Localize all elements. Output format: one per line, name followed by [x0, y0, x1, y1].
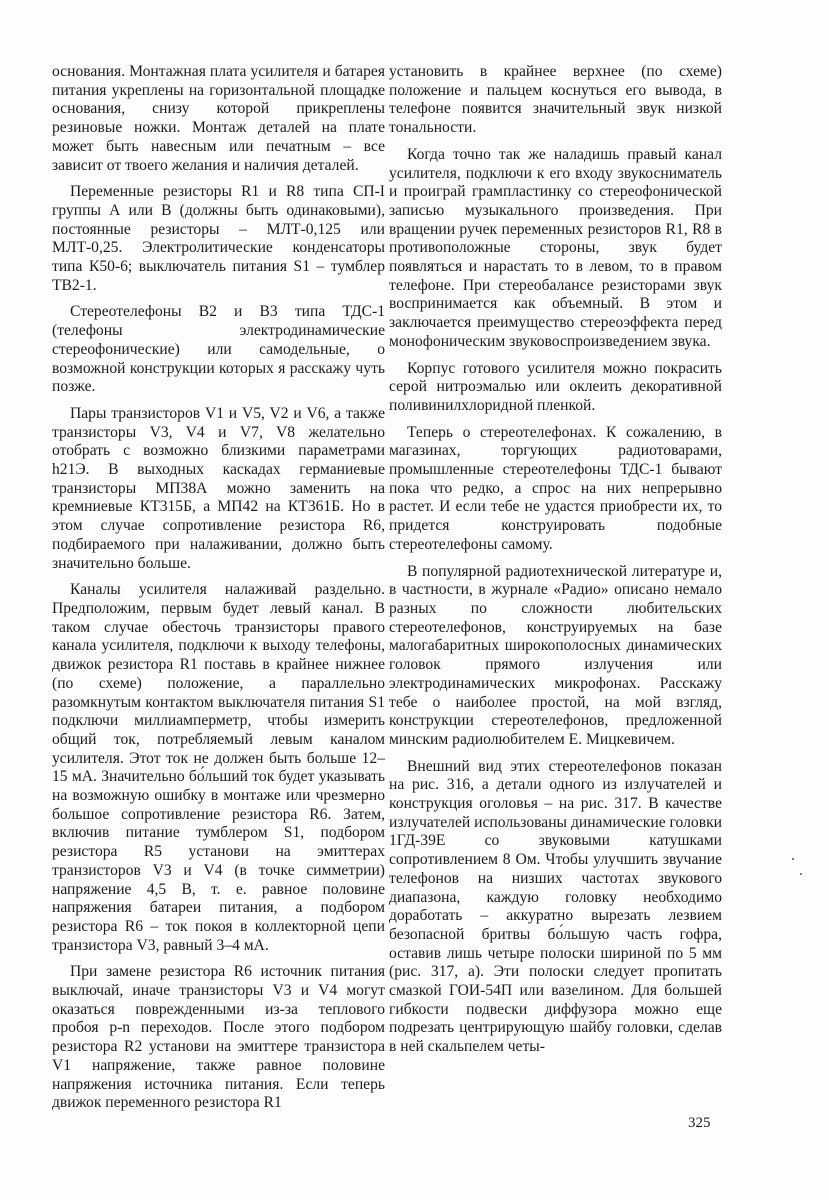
paragraph: Теперь о стереотелефонах. К сожалению, в магазинах, торгующих радиотоварами, промышленные стереотелефоны ТДС-1 бывают пока что редко, а спрос на них непрерывно растет. И если тебе не удастся приобрести их, то придется конструировать подобные стереотелефоны самому.: [389, 423, 722, 553]
page-number: 325: [688, 1115, 711, 1131]
paragraph: Стереотелефоны В2 и В3 типа ТДС-1 (телефоны электродинамические стереофонические) или самодельные, о возможной конструкции которых я расскажу чуть позже.: [52, 303, 385, 396]
paragraph: Корпус готового усилителя можно покрасить серой нитроэмалью или оклеить декоративной поливинилхлоридной пленкой.: [389, 359, 722, 414]
right-text-column: [389, 63, 722, 1065]
scan-speck: [792, 858, 794, 860]
paragraph: Когда точно так же наладишь правый канал усилителя, подключи к его входу звукосниматель и проиграй грампластинку со стереофонической записью музыкального произведения. При вращении ручек переменных резисторов R1, R8 в противоположные стороны, звук будет появляться и нарастать то в левом, то в правом телефоне. При стереобалансе резисторами звук воспринимается как объемный. В этом и заключается преимущество стереоэффекта перед монофоническим звуковоспроизведением звука.: [389, 145, 722, 350]
paragraph: Каналы усилителя налаживай раздельно. Предположим, первым будет левый канал. В таком случае обесточь транзисторы правого канала усилителя, подключи к выходу телефоны, движок резистора R1 поставь в крайнее нижнее (по схеме) положение, а параллельно разомкнутым контактом выключателя питания S1 подключи миллиамперметр, чтобы измерить общий ток, потребляемый левым каналом усилителя. Этот ток не должен быть больше 12–15 мА. Значительно бо́льший ток будет указывать на возможную ошибку в монтаже или чрезмерно большое сопротивление резистора R6. Затем, включив питание тумблером S1, подбором резистора R5 установи на эмиттерах транзисторов V3 и V4 (в точке симметрии) напряжение 4,5 В, т. е. равное половине напряжения батареи питания, а подбором резистора R6 – ток покоя в коллекторной цепи транзистора V3, равный 3–4 мА.: [52, 581, 385, 954]
left-text-column: [52, 63, 385, 1121]
scan-speck: [800, 873, 802, 875]
paragraph: Внешний вид этих стереотелефонов показан на рис. 316, а детали одного из излучателей и конструкция оголовья – на рис. 317. В качестве излучателей использованы динамические головки 1ГД-39Е со звуковыми катушками сопротивлением 8 Ом. Чтобы улучшить звучание телефонов на низших частотах звукового диапазона, каждую головку необходимо доработать – аккуратно вырезать лезвием безопасной бритвы бо́льшую часть гофра, оставив лишь четыре полоски шириной по 5 мм (рис. 317, а). Эти полоски следует пропитать смазкой ГОИ-54П или вазелином. Для большей гибкости подвески диффузора можно еще подрезать центрирующую шайбу головки, сделав в ней скальпелем четы-: [389, 757, 722, 1056]
paragraph: При замене резистора R6 источник питания выключай, иначе транзисторы V3 и V4 могут оказаться поврежденными из-за теплового пробоя p-n переходов. После этого подбором резистора R2 установи на эмиттере транзистора V1 напряжение, также равное половине напряжения источника питания. Если теперь движок переменного резистора R1: [52, 963, 385, 1112]
paragraph: Переменные резисторы R1 и R8 типа СП-I группы А или В (должны быть одинаковыми), постоянные резисторы – МЛТ-0,125 или МЛТ-0,25. Электролитические конденсаторы типа К50-6; выключатель питания S1 – тумблер ТВ2-1.: [52, 183, 385, 294]
paragraph: Пары транзисторов V1 и V5, V2 и V6, а также транзисторы V3, V4 и V7, V8 желательно отобрать с возможно близкими параметрами h21Э. В выходных каскадах германиевые транзисторы МП38А можно заменить на кремниевые КТ315Б, а МП42 на КТ361Б. Но в этом случае сопротивление резистора R6, подбираемого при налаживании, должно быть значительно больше.: [52, 404, 385, 572]
paragraph: основания. Монтажная плата усилителя и батарея питания укреплены на горизонтальной площадке основания, снизу которой прикреплены резиновые ножки. Монтаж деталей на плате может быть навесным или печатным – все зависит от твоего желания и наличия деталей.: [52, 63, 385, 174]
paragraph: установить в крайнее верхнее (по схеме) положение и пальцем коснуться его вывода, в телефоне появится значительный звук низкой тональности.: [389, 63, 722, 137]
paragraph: В популярной радиотехнической литературе и, в частности, в журнале «Радио» описано немало разных по сложности любительских стереотелефонов, конструируемых на базе малогабаритных широкополосных динамических головок прямого излучения или электродинамических микрофонах. Расскажу тебе о наиболее простой, на мой взгляд, конструкции стереотелефонов, предложенной минским радиолюбителем Е. Мицкевичем.: [389, 562, 722, 748]
